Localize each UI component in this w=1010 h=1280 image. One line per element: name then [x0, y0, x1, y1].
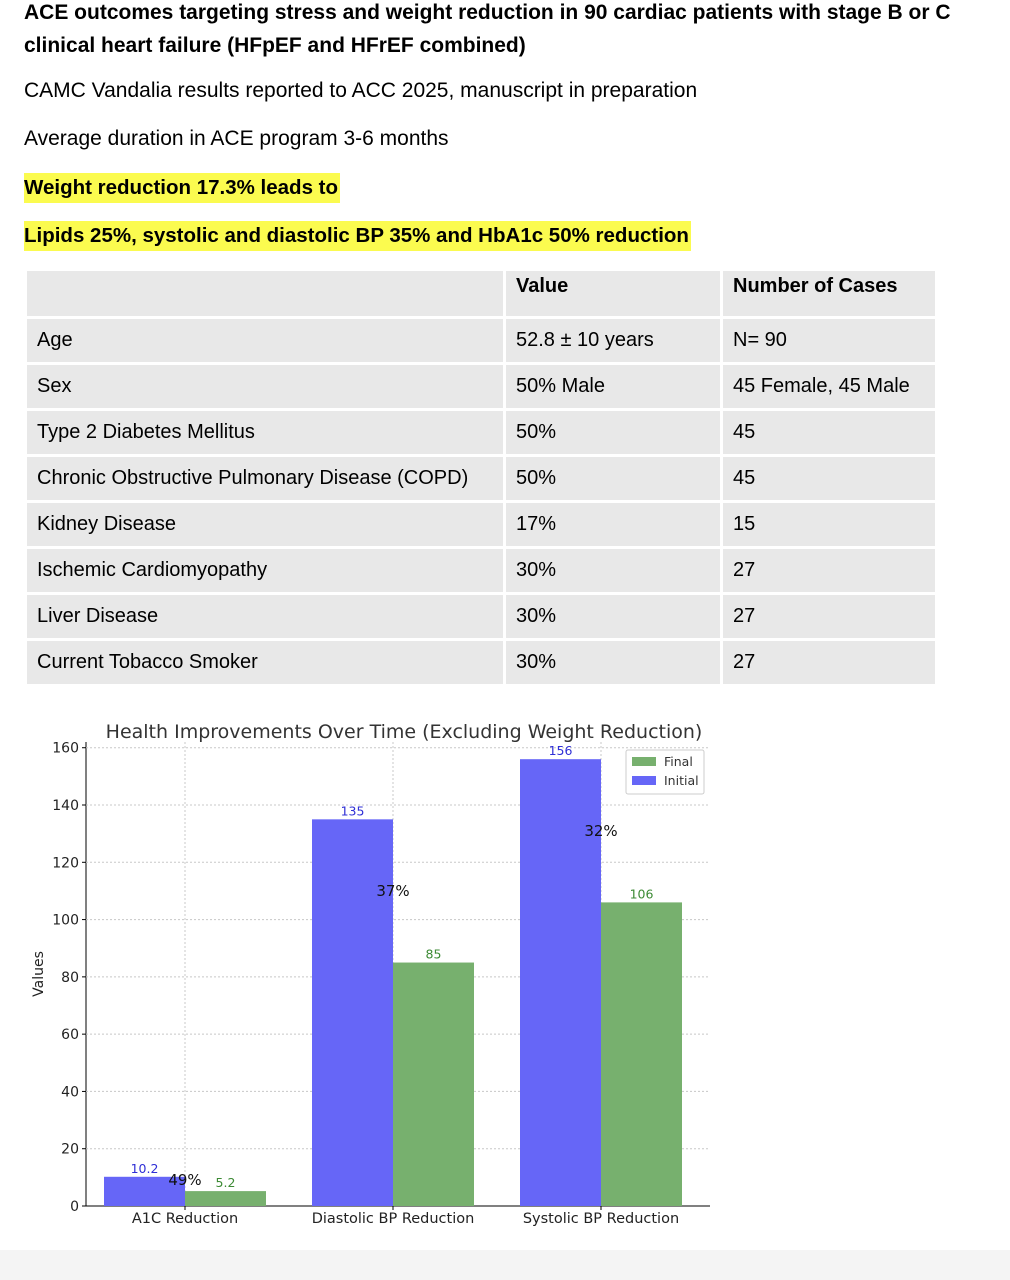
table-cell: 27 — [723, 641, 935, 684]
health-improvements-chart — [20, 714, 720, 1234]
legend-swatch-initial — [632, 776, 656, 785]
bar-value-label: 5.2 — [215, 1175, 236, 1191]
table-cell: 30% — [506, 549, 720, 592]
page-bottom-edge — [0, 1250, 1010, 1280]
table-cell: Type 2 Diabetes Mellitus — [27, 411, 503, 454]
highlight-outcomes: Lipids 25%, systolic and diastolic BP 35% and HbA1c 50% reduction — [24, 221, 691, 251]
x-tick-label: A1C Reduction — [131, 1211, 239, 1227]
table-row — [27, 365, 935, 408]
x-tick-label: Systolic BP Reduction — [522, 1211, 680, 1227]
y-tick-label: 0 — [70, 1199, 79, 1215]
bar-value-label: 85 — [425, 946, 442, 962]
y-tick-label: 80 — [61, 969, 79, 986]
table-cell: 50% — [506, 457, 720, 500]
demographics-table — [24, 268, 938, 687]
table-cell: 50% Male — [506, 365, 720, 408]
table-cell: 17% — [506, 503, 720, 546]
bar-value-label: 156 — [548, 743, 573, 759]
report-note: CAMC Vandalia results reported to ACC 2025, manuscript in preparation — [24, 79, 698, 102]
y-tick-label: 160 — [52, 740, 79, 757]
y-tick-label: 40 — [61, 1084, 79, 1101]
table-cell: Liver Disease — [27, 595, 503, 638]
table-cell: 15 — [723, 503, 935, 546]
table-header-row — [27, 271, 935, 316]
x-tick-label: Diastolic BP Reduction — [311, 1211, 475, 1227]
table-cell: 45 — [723, 411, 935, 454]
table-row — [27, 411, 935, 454]
table-row — [27, 595, 935, 638]
table-cell: Sex — [27, 365, 503, 408]
table-header-cell: Number of Cases — [723, 271, 935, 316]
legend-label-initial: Initial — [664, 773, 699, 788]
legend-label-final: Final — [664, 754, 693, 769]
table-cell: 30% — [506, 641, 720, 684]
y-tick-label: 100 — [52, 912, 79, 929]
table-cell: 27 — [723, 549, 935, 592]
table-cell: N= 90 — [723, 319, 935, 362]
highlight-weight: Weight reduction 17.3% leads to — [24, 173, 340, 203]
table-cell: 45 Female, 45 Male — [723, 365, 935, 408]
table-row — [27, 503, 935, 546]
y-tick-label: 140 — [52, 798, 79, 815]
table-cell: 52.8 ± 10 years — [506, 319, 720, 362]
table-cell: Ischemic Cardiomyopathy — [27, 549, 503, 592]
bar-value-label: 106 — [629, 886, 654, 902]
table-cell: Chronic Obstructive Pulmonary Disease (COPD) — [27, 457, 503, 500]
bar-final — [601, 902, 682, 1206]
table-header-cell — [27, 271, 503, 316]
percent-reduction-label: 49% — [168, 1170, 202, 1189]
chart-title: Health Improvements Over Time (Excluding Weight Reduction) — [105, 721, 703, 743]
page-title: ACE outcomes targeting stress and weight reduction in 90 cardiac patients with stage B or C clinical heart failure (HFpEF and HFrEF combined) — [24, 1, 951, 57]
y-tick-label: 20 — [61, 1141, 79, 1158]
table-header-cell: Value — [506, 271, 720, 316]
table-row — [27, 319, 935, 362]
table-cell: Kidney Disease — [27, 503, 503, 546]
table-cell: 30% — [506, 595, 720, 638]
table-cell: 50% — [506, 411, 720, 454]
bar-value-label: 135 — [340, 803, 365, 819]
bar-initial — [312, 819, 393, 1206]
y-tick-label: 60 — [61, 1027, 79, 1044]
table-cell: Age — [27, 319, 503, 362]
legend-swatch-final — [632, 757, 656, 766]
y-axis-label: Values — [31, 951, 47, 997]
percent-reduction-label: 32% — [584, 821, 618, 840]
table-row — [27, 641, 935, 684]
duration-note: Average duration in ACE program 3-6 months — [24, 127, 449, 150]
table-cell: 27 — [723, 595, 935, 638]
bar-final — [393, 963, 474, 1206]
table-row — [27, 457, 935, 500]
y-tick-label: 120 — [52, 855, 79, 872]
table-row — [27, 549, 935, 592]
table-cell: Current Tobacco Smoker — [27, 641, 503, 684]
bar-value-label: 10.2 — [130, 1160, 159, 1176]
table-cell: 45 — [723, 457, 935, 500]
bar-final — [185, 1191, 266, 1206]
percent-reduction-label: 37% — [376, 881, 410, 900]
